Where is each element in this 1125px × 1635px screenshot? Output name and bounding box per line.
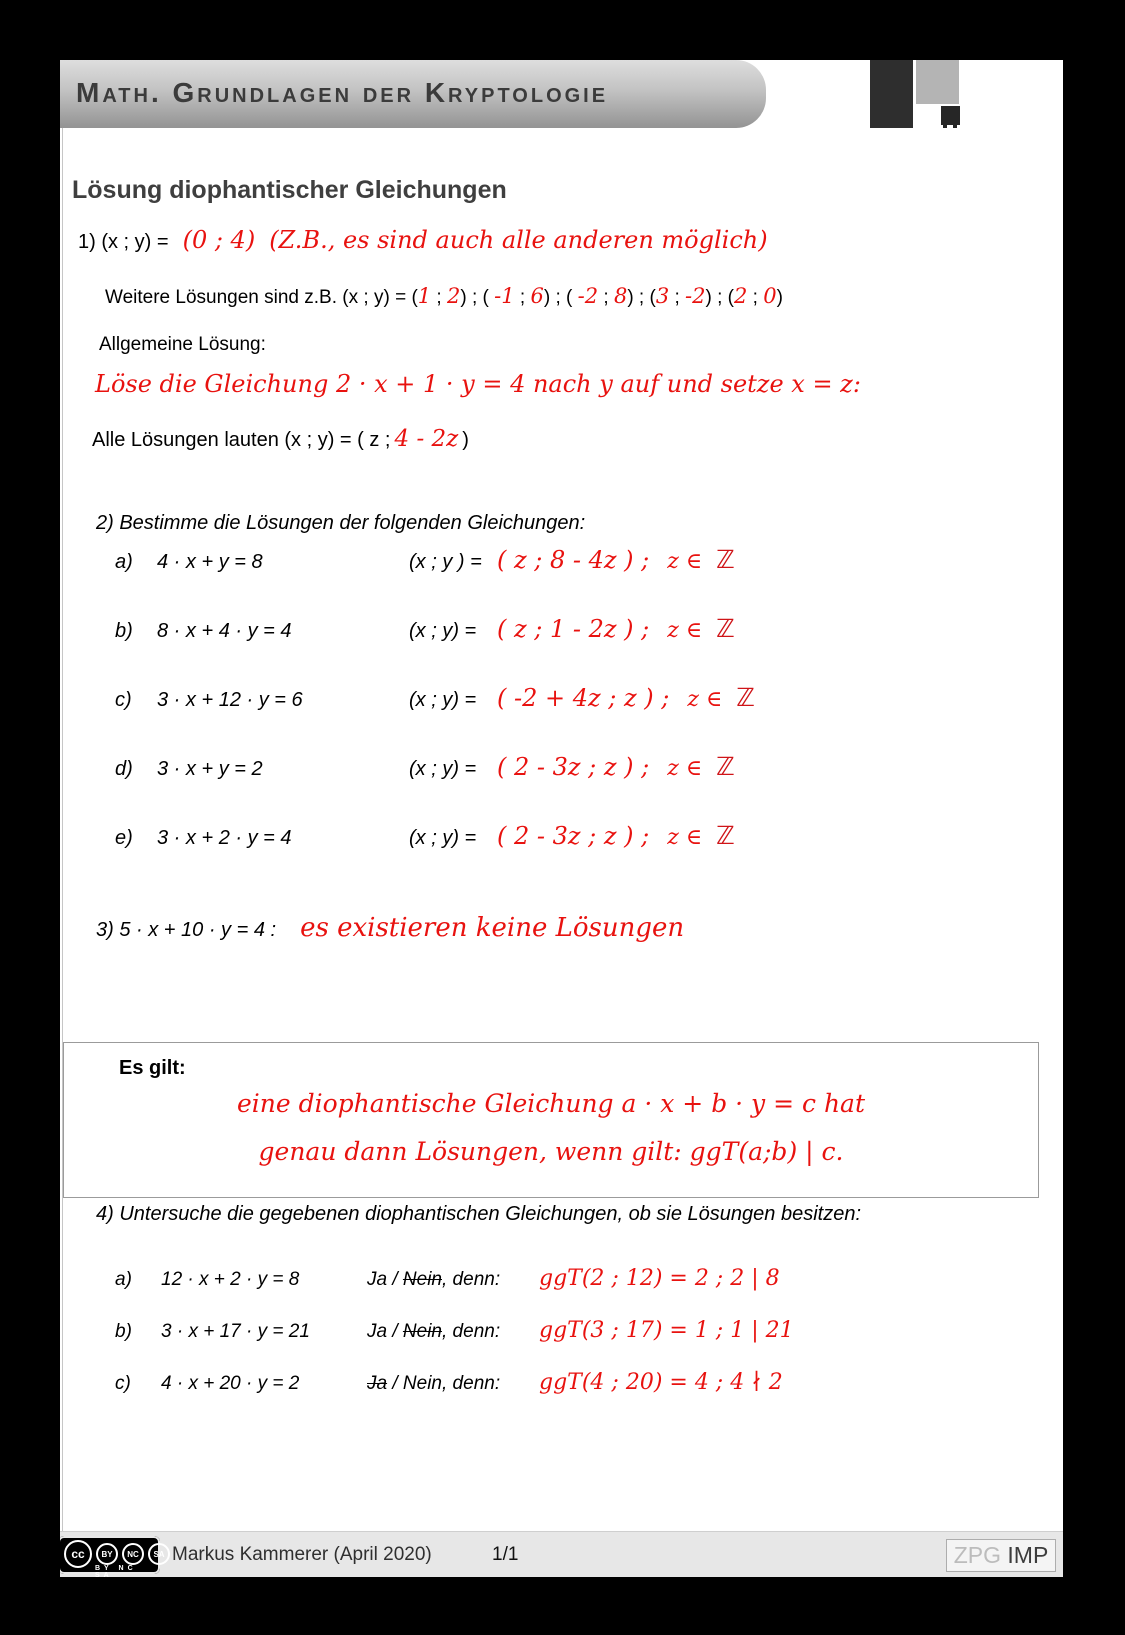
page-number: 1/1: [492, 1544, 519, 1565]
q1-answer-handwritten: (0 ; 4): [182, 226, 256, 254]
ja-nein-choice: [367, 1373, 539, 1395]
equation: 3 · x + 17 · y = 21: [161, 1321, 310, 1342]
solution-prefix: (x ; y) =: [409, 827, 477, 849]
q2-row-b: [115, 614, 735, 643]
solution-prefix: (x ; y ) =: [409, 551, 482, 573]
rule-box-label: Es gilt:: [119, 1057, 186, 1079]
q1-more-label: Weitere Lösungen sind z.B.: [105, 287, 343, 308]
zpg-imp-brand: [946, 1539, 1056, 1572]
z-element-of: z ∈: [687, 687, 723, 712]
q1-more-solutions: (x ; y) = (1 ; 2) ; ( -1 ; 6) ; ( -2 ; 8) ; (3 ; -2) ; (2 ; 0): [342, 284, 783, 308]
solution-handwritten: ( 2 - 3z ; z ) ;: [497, 822, 650, 850]
item-label: b): [115, 1321, 132, 1342]
cc-by-icon: BY: [96, 1543, 118, 1565]
equation: 3 · x + 2 · y = 4: [157, 827, 292, 849]
denn-label: , denn:: [442, 1269, 501, 1290]
cc-icons-row: [64, 1540, 170, 1568]
q4-row-c: [115, 1370, 783, 1395]
z-element-of: z ∈: [667, 756, 703, 781]
q2-row-a: [115, 545, 735, 574]
item-label: e): [115, 827, 133, 849]
q4-row-a: [115, 1266, 780, 1291]
ja-nein-choice: [367, 1321, 539, 1343]
item-label: b): [115, 620, 133, 642]
z-element-of: z ∈: [667, 549, 703, 574]
q1-all-solutions-line: [92, 426, 469, 452]
q1-all-close-paren: ): [462, 429, 469, 451]
ja-nein-choice: [367, 1269, 539, 1291]
q2-row-c: [115, 683, 755, 712]
q2-heading: 2) Bestimme die Lösungen der folgenden Gleichungen:: [96, 512, 586, 534]
cc-license-badge-icon: [60, 1536, 165, 1577]
integers-symbol: ℤ: [736, 683, 755, 712]
solution-handwritten: ( 2 - 3z ; z ) ;: [497, 753, 650, 781]
q3-equation: 3) 5 · x + 10 · y = 4 :: [96, 919, 277, 941]
solution-handwritten: ( z ; 1 - 2z ) ;: [497, 615, 650, 643]
nein-option: Nein: [402, 1373, 442, 1394]
q1-note-handwritten: (Z.B., es sind auch alle anderen möglich): [269, 226, 768, 254]
q1-general-answer-handwritten: Löse die Gleichung 2 · x + 1 · y = 4 nach y auf und setze x = z:: [95, 370, 861, 398]
zpg-label: ZPG: [953, 1542, 1008, 1568]
content-left-rule: [62, 128, 63, 1531]
slash: /: [387, 1269, 403, 1290]
q3-line: [96, 913, 684, 943]
q1-line: [78, 226, 768, 254]
q1-all-label: Alle Lösungen lauten (x ; y) = ( z ;: [92, 429, 391, 451]
imp-logo-foot-icon: [953, 125, 957, 128]
equation: 4 · x + 20 · y = 2: [161, 1373, 300, 1394]
item-label: c): [115, 1373, 131, 1394]
q2-row-d: [115, 752, 735, 781]
solution-prefix: (x ; y) =: [409, 689, 477, 711]
q1-general-label: Allgemeine Lösung:: [99, 334, 266, 355]
worksheet-page: [60, 60, 1063, 1577]
equation: 3 · x + 12 · y = 6: [157, 689, 303, 711]
nein-option: Nein: [402, 1321, 442, 1342]
q4-row-b: [115, 1318, 794, 1343]
item-label: c): [115, 689, 132, 711]
rule-box: [63, 1042, 1039, 1198]
integers-symbol: ℤ: [716, 752, 735, 781]
solution-prefix: (x ; y) =: [409, 758, 477, 780]
imp-logo-foot-icon: [943, 125, 947, 128]
item-label: a): [115, 551, 133, 573]
denn-label: , denn:: [442, 1321, 501, 1342]
q1-label: 1) (x ; y) =: [78, 231, 169, 253]
q1-all-answer-handwritten: 4 - 2z: [394, 426, 459, 452]
solution-prefix: (x ; y) =: [409, 620, 477, 642]
q4-heading: 4) Untersuche die gegebenen diophantischen Gleichungen, ob sie Lösungen besitzen:: [96, 1203, 861, 1225]
page-header: [60, 60, 1063, 128]
solution-handwritten: ( -2 + 4z ; z ) ;: [497, 684, 670, 712]
slash: /: [387, 1321, 403, 1342]
z-element-of: z ∈: [667, 618, 703, 643]
integers-symbol: ℤ: [716, 821, 735, 850]
page-title: Lösung diophantischer Gleichungen: [72, 176, 507, 204]
reason-handwritten: ggT(3 ; 17) = 1 ; 1 | 21: [539, 1318, 794, 1343]
imp-logo-dark-bar-icon: [870, 60, 913, 128]
equation: 3 · x + y = 2: [157, 758, 263, 780]
integers-symbol: ℤ: [716, 614, 735, 643]
cc-sa-icon: SA: [148, 1543, 170, 1565]
item-label: a): [115, 1269, 132, 1290]
imp-logo-gray-square-icon: [916, 60, 959, 104]
z-element-of: z ∈: [667, 825, 703, 850]
denn-label: , denn:: [442, 1373, 501, 1394]
imp-logo-small-square-icon: [941, 106, 960, 125]
reason-handwritten: ggT(4 ; 20) = 4 ; 4 ∤ 2: [539, 1370, 783, 1395]
q3-answer-handwritten: es existieren keine Lösungen: [300, 913, 685, 943]
slash: /: [387, 1373, 403, 1394]
page-footer: [60, 1531, 1063, 1577]
reason-handwritten: ggT(2 ; 12) = 2 ; 2 | 8: [539, 1266, 780, 1291]
imp-label: IMP: [1007, 1542, 1049, 1568]
solution-handwritten: ( z ; 8 - 4z ) ;: [497, 546, 650, 574]
equation: 8 · x + 4 · y = 4: [157, 620, 292, 642]
ja-option: Ja: [367, 1321, 388, 1342]
q1-more-solutions-line: [105, 284, 783, 309]
cc-caption: BY NC SA: [95, 1565, 137, 1577]
equation: 12 · x + 2 · y = 8: [161, 1269, 300, 1290]
rule-line-1-handwritten: eine diophantische Gleichung a · x + b · y = c hat: [236, 1089, 865, 1118]
ja-option: Ja: [367, 1373, 388, 1394]
equation: 4 · x + y = 8: [157, 551, 263, 573]
cc-icon: cc: [64, 1540, 92, 1568]
item-label: d): [115, 758, 133, 780]
header-title: Math. Grundlagen der Kryptologie: [76, 77, 609, 108]
ja-option: Ja: [367, 1269, 388, 1290]
cc-nc-icon: NC: [122, 1543, 144, 1565]
author-credit: Markus Kammerer (April 2020): [172, 1544, 432, 1565]
integers-symbol: ℤ: [716, 545, 735, 574]
q2-row-e: [115, 821, 735, 850]
nein-option: Nein: [402, 1269, 442, 1290]
rule-line-2-handwritten: genau dann Lösungen, wenn gilt: ggT(a;b) | c.: [258, 1137, 844, 1166]
